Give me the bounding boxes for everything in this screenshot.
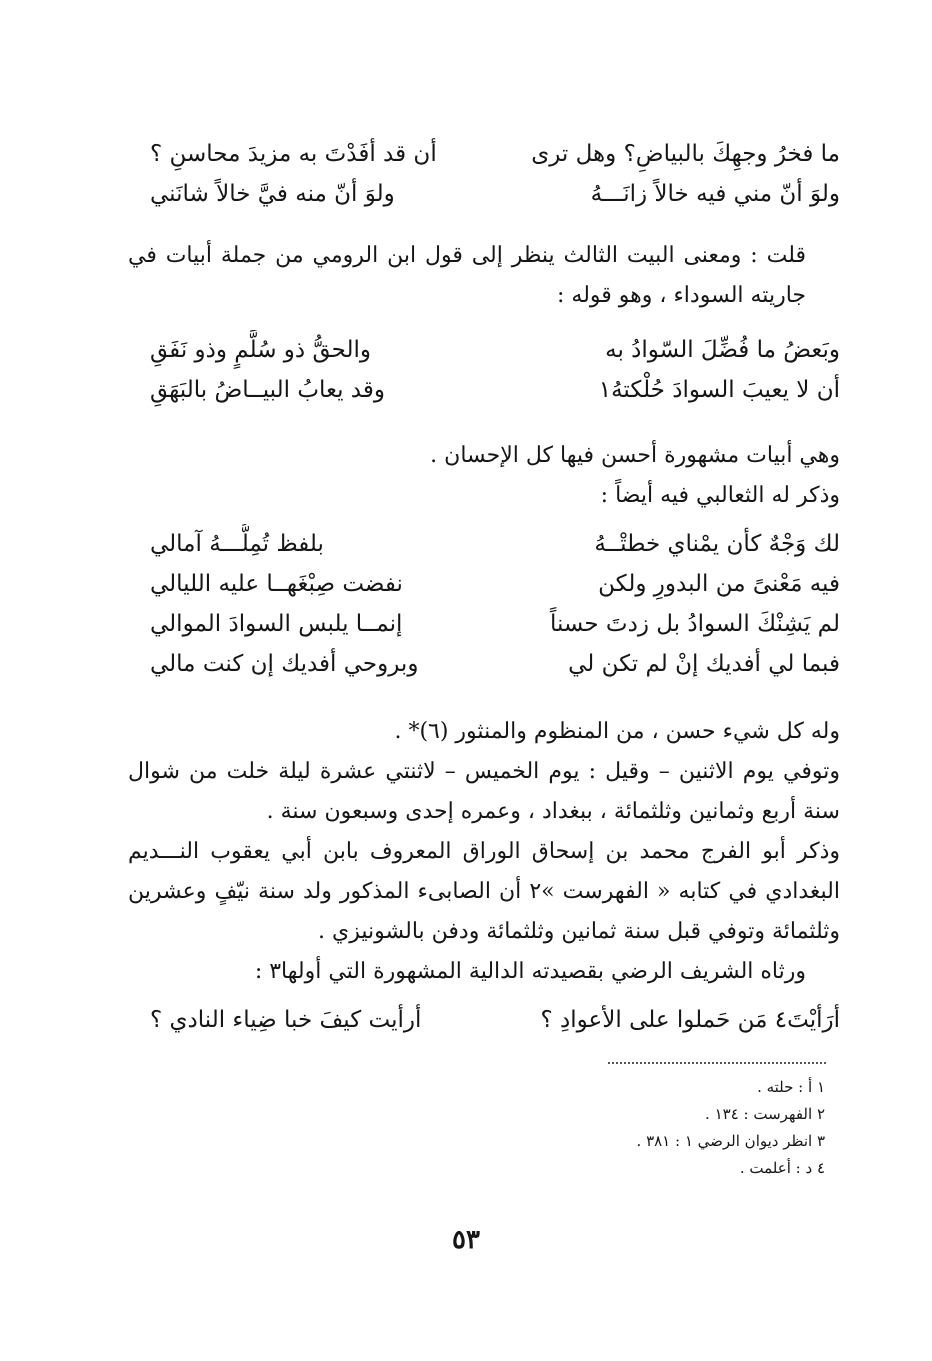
paragraph: وتوفي يوم الاثنين – وقيل : يوم الخميس – لاثنتي عشرة ليلة خلت من شوال سنة أربع وثمانين وثلثمائة ، ببغداد ، وعمره إحدى وسبعون سنة .	[128, 759, 840, 824]
hemistich-second: بلفظ تُمِلُّـــهُ آمالي	[150, 531, 324, 557]
hemistich-second: أرأيت كيفَ خبا ضِياء النادي ؟	[150, 1007, 422, 1033]
hemistich-second: أن قد أفَدْتَ به مزيدَ محاسنِ ؟	[150, 141, 437, 167]
verse-line	[150, 370, 840, 410]
footnote-separator	[608, 1062, 826, 1064]
footnote: ٤ د : أعلمت .	[739, 1159, 825, 1177]
paragraph: وذكر له الثعالبي فيه أيضاً :	[600, 483, 840, 508]
hemistich-first: أرَأيْتَ٤ مَن حَملوا على الأعوادِ ؟	[540, 1007, 840, 1033]
hemistich-first: فيه مَعْنىً من البدورِ ولكن	[598, 571, 840, 597]
hemistich-second: وبروحي أفديك إن كنت مالي	[150, 651, 419, 677]
hemistich-first: وبَعضُ ما فُضِّلَ السّوادُ به	[605, 337, 840, 363]
hemistich-first: فبما لي أفديك إنْ لم تكن لي	[568, 651, 840, 677]
verse-line	[150, 330, 840, 370]
footnote: ٣ انظر ديوان الرضي ١ : ٣٨١ .	[636, 1132, 825, 1150]
hemistich-first: أن لا يعيبَ السوادَ حُلْكتهُ١	[598, 377, 840, 403]
hemistich-first: ولوَ أنّ مني فيه خالاً زانَـــهُ	[590, 181, 840, 207]
verse-line	[150, 174, 840, 214]
hemistich-first: ما فخرُ وجهِكَ بالبياضِ؟ وهل ترى	[531, 141, 840, 167]
paragraph: وهي أبيات مشهورة أحسن فيها كل الإحسان .	[430, 443, 840, 468]
hemistich-second: وقد يعابُ البيــاضُ بالبَهَقِ	[150, 377, 385, 403]
verse-line	[150, 644, 840, 684]
verse-line	[150, 524, 840, 564]
verse-group-4	[150, 1000, 840, 1040]
paragraph: وله كل شيء حسن ، من المنظوم والمنثور (٦)* .	[394, 719, 840, 744]
verse-line	[150, 604, 840, 644]
verse-group-2	[150, 330, 840, 410]
hemistich-first: لك وَجْهٌ كأن يمْناي خطتْــهُ	[594, 531, 840, 557]
prose-paragraph-3	[128, 712, 840, 992]
verse-line	[150, 1000, 840, 1040]
paragraph: وذكر أبو الفرج محمد بن إسحاق الوراق المعروف بابن أبي يعقوب النـــديم البغدادي في كتابه « الفهرست »٢ أن الصابىء المذكور ولد سنة نيّفٍ وعشرين وثلثمائة وتوفي قبل سنة ثمانين وثلثمائة ودفن بالشونيزي .	[128, 839, 840, 944]
paragraph: قلت : ومعنى البيت الثالث ينظر إلى قول ابن الرومي من جملة أبيات في جاريته السوداء ، وهو قوله :	[128, 243, 806, 308]
verse-group-1	[150, 134, 840, 214]
paragraph: ورثاه الشريف الرضي بقصيدته الدالية المشهورة التي أولها٣ :	[254, 959, 806, 984]
hemistich-second: إنمــا يلبس السوادَ الموالي	[150, 611, 403, 637]
prose-paragraph-2	[128, 436, 840, 516]
page-number: ٥٣	[452, 1225, 480, 1255]
hemistich-second: نفضت صِبْغَهــا عليه الليالي	[150, 571, 403, 597]
footnote: ٢ الفهرست : ١٣٤ .	[705, 1105, 825, 1123]
footnotes	[500, 1074, 825, 1182]
prose-paragraph-1	[128, 236, 840, 316]
hemistich-first: لم يَشِنْكَ السوادُ بل زدتَ حسناً	[549, 611, 840, 637]
verse-line	[150, 134, 840, 174]
hemistich-second: والحقُّ ذو سُلَّمٍ وذو نَفَقِ	[150, 337, 371, 363]
footnote: ١ أ : حلته .	[757, 1078, 825, 1096]
verse-line	[150, 564, 840, 604]
verse-group-3	[150, 524, 840, 684]
hemistich-second: ولوَ أنّ منه فيَّ خالاً شانَني	[150, 181, 395, 207]
